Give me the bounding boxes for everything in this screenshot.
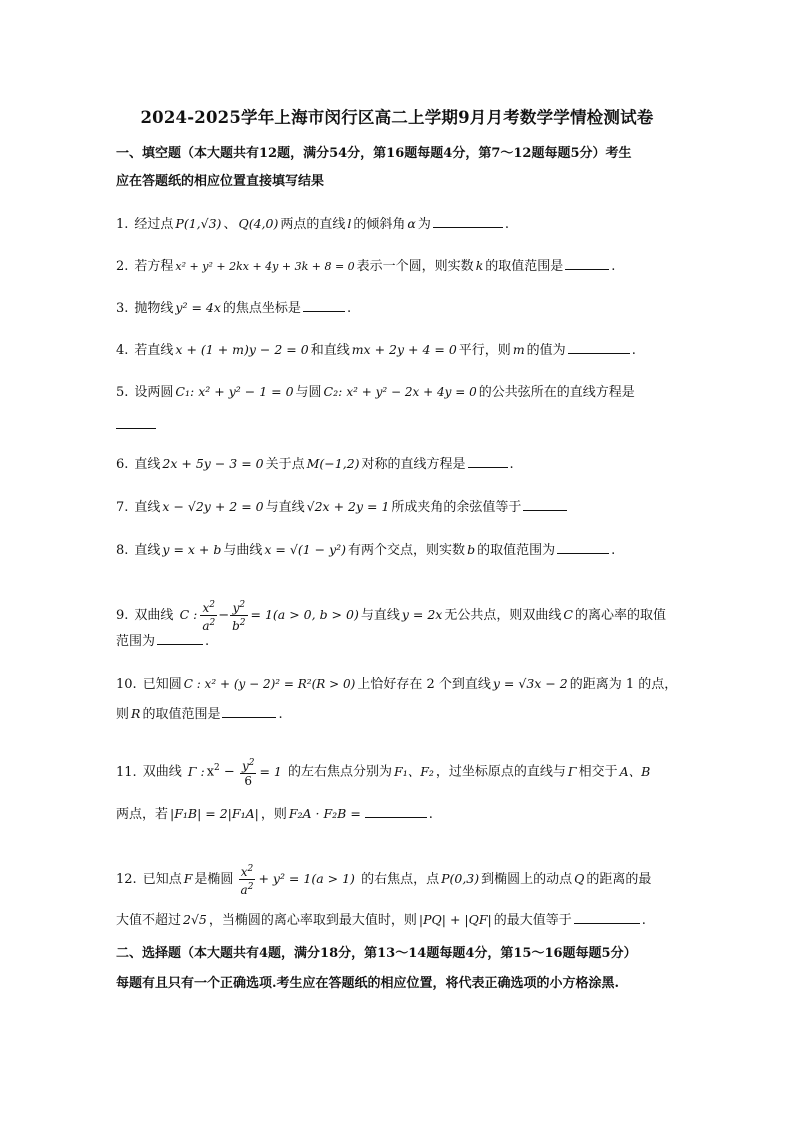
question-9-line2: 范围为 . (116, 634, 210, 649)
answer-blank (116, 416, 156, 429)
question-6: 6. 直线 2x + 5y − 3 = 0 关于点 M(−1,2) 对称的直线方程是 . (116, 456, 514, 472)
section2-heading-line2: 每题有且只有一个正确选项.考生应在答题纸的相应位置，将代表正确选项的小方格涂黑. (116, 976, 620, 991)
answer-blank (568, 341, 630, 354)
section1-heading-line1: 一、填空题（本大题共有12题，满分54分，第16题每题4分，第7～12题每题5分）考生 (116, 146, 632, 161)
section1-heading-line2: 应在答题纸的相应位置直接填写结果 (116, 174, 325, 189)
question-3: 3. 抛物线 y² = 4x 的焦点坐标是 . (116, 300, 352, 316)
answer-blank (523, 498, 567, 511)
answer-blank (365, 805, 427, 818)
question-7: 7. 直线 x − √2y + 2 = 0 与直线 √2x + 2y = 1 所成夹角的余弦值等于 (116, 497, 696, 518)
question-10: 10. 已知圆 C : x² + (y − 2)² = R²(R > 0) 上恰好存在 2 个到直线 y = √3x − 2 的距离为 1 的点， (116, 676, 678, 692)
question-4: 4. 若直线 x + (1 + m)y − 2 = 0 和直线 mx + 2y + 4 = 0 平行，则 m 的值为 . (116, 342, 636, 358)
answer-blank (433, 215, 503, 228)
answer-blank (574, 911, 640, 924)
question-12-line2: 大值不超过 2√5 ，当椭圆的离心率取到最大值时，则 |PQ| + |QF| 的最大值等于 . (116, 912, 646, 928)
answer-blank (565, 257, 609, 270)
answer-blank (557, 541, 609, 554)
question-2: 2. 若方程 x² + y² + 2kx + 4y + 3k + 8 = 0 表示一个圆，则实数 k 的取值范围是 . (116, 258, 616, 274)
question-11-line2: 两点，若 |F₁B| = 2|F₁A| ，则 F₂A · F₂B = . (116, 806, 433, 822)
fraction-y2-6: $\frac{y^2}{6}$ (241, 758, 255, 788)
question-12: 12. 已知点 F 是椭圆 $\frac{x^2}{a^2}$ + y² = 1(a > 1) 的右焦点，点 P(0,3) 到椭圆上的动点 Q 的距离的最 (116, 864, 652, 897)
fraction-x2-a2-ellipse: $\frac{x^2}{a^2}$ (240, 864, 254, 897)
page-title: 2024-2025学年上海市闵行区高二上学期9月月考数学学情检测试卷 (140, 108, 654, 127)
question-5: 5. 设两圆 C₁: x² + y² − 1 = 0 与圆 C₂: x² + y² − 2x + 4y = 0 的公共弦所在的直线方程是 (116, 384, 635, 400)
question-11: 11. 双曲线 Γ : $x^2$ − $\frac{y^2}{6}$ = 1 的左右焦点分别为 F₁、F₂ ，过坐标原点的直线与 Γ 相交于 A、B (116, 758, 651, 788)
answer-blank (468, 455, 508, 468)
answer-blank (222, 705, 276, 718)
question-10-line2: 则 R 的取值范围是 . (116, 706, 283, 722)
question-9: 9. 双曲线 C : $\frac{x^2}{a^2}$ − $\frac{y^2}{b^2}$ = 1(a > 0, b > 0) 与直线 y = 2x 无公共点，则双曲线 C 的离心率的取值 (116, 600, 666, 633)
question-5-blank-line (116, 416, 696, 436)
question-1: 1. 经过点 P(1,√3) 、 Q(4,0) 两点的直线 l 的倾斜角 α 为 . (116, 216, 509, 232)
fraction-x2-a2: $\frac{x^2}{a^2}$ (202, 600, 216, 633)
fraction-y2-b2: $\frac{y^2}{b^2}$ (232, 600, 246, 633)
answer-blank (157, 632, 203, 645)
question-8: 8. 直线 y = x + b 与曲线 x = √(1 − y²) 有两个交点，则实数 b 的取值范围为 . (116, 542, 616, 558)
section2-heading-line1: 二、选择题（本大题共有4题，满分18分，第13～14题每题4分，第15～16题每题5分） (116, 946, 637, 961)
answer-blank (303, 299, 345, 312)
